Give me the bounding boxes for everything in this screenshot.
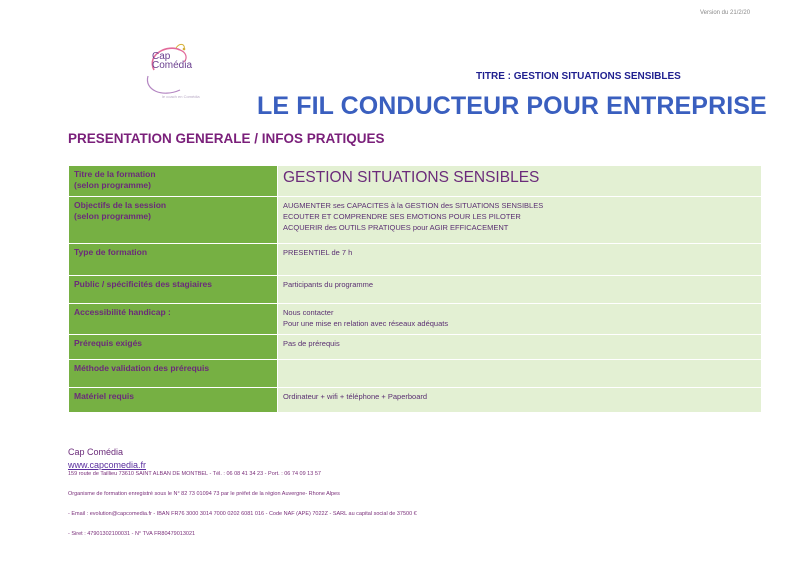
document-title: LE FIL CONDUCTEUR POUR ENTREPRISE [257, 92, 767, 120]
row-value-line: Participants du programme [283, 280, 374, 289]
row-value [278, 197, 762, 244]
document-subtitle: TITRE : GESTION SITUATIONS SENSIBLES [476, 71, 681, 82]
row-label-line: Public / spécificités des stagiaires [74, 279, 212, 289]
row-label [69, 244, 278, 276]
row-value [278, 244, 762, 276]
footer [68, 447, 417, 537]
row-label [69, 166, 278, 197]
row-value-line: GESTION SITUATIONS SENSIBLES [283, 169, 540, 186]
version-date: Version du 21/2/20 [700, 10, 751, 16]
row-value [278, 166, 762, 197]
footer-organisme: Organisme de formation enregistré sous le N° 82 73 01094 73 par le préfet de la région Auvergne- Rhone Alpes [68, 491, 340, 497]
row-label [69, 304, 278, 335]
info-table [68, 165, 762, 413]
row-value-line: Nous contacter [283, 308, 334, 317]
row-label [69, 276, 278, 304]
section-title: PRESENTATION GENERALE / INFOS PRATIQUES [68, 131, 385, 146]
table-row [69, 276, 762, 304]
row-value-line: ECOUTER ET COMPRENDRE SES EMOTIONS POUR LES PILOTER [283, 212, 521, 221]
row-label [69, 388, 278, 413]
table-row [69, 244, 762, 276]
footer-email-iban: - Email : evolution@capcomedia.fr - IBAN FR76 3000 3014 7000 0202 6081 016 - Code NAF (APE) 7022Z - SARL au capital social de 37500 € [68, 511, 417, 517]
row-label [69, 335, 278, 360]
row-label-line: Accessibilité handicap : [74, 307, 171, 317]
footer-website-link[interactable]: www.capcomedia.fr [68, 460, 147, 470]
footer-address: 159 route de Taillieu 73610 SAINT ALBAN DE MONTBEL - Tél. : 06 08 41 34 23 - Port. : 06 74 09 13 57 [68, 471, 321, 477]
footer-company-name: Cap Comédia [68, 447, 124, 457]
row-value-line: Pas de prérequis [283, 339, 340, 348]
row-label-line: (selon programme) [74, 211, 151, 221]
table-row [69, 304, 762, 335]
row-label-line: (selon programme) [74, 180, 151, 190]
row-value [278, 360, 762, 388]
table-row [69, 166, 762, 197]
row-label [69, 197, 278, 244]
row-label-line: Objectifs de la session [74, 200, 167, 210]
table-row [69, 360, 762, 388]
row-value-line: PRESENTIEL de 7 h [283, 248, 353, 257]
table-row [69, 388, 762, 413]
footer-siret: - Siret : 47901302100031 - N° TVA FR80479013021 [68, 531, 196, 537]
logo-name: Cap Comédia [152, 51, 193, 71]
row-label-line: Type de formation [74, 247, 148, 257]
row-value [278, 276, 762, 304]
row-label-line: Matériel requis [74, 391, 134, 401]
logo-tagline: le coach en Comédia [162, 94, 200, 99]
row-value-line: Ordinateur + wifi + téléphone + Paperboard [283, 392, 428, 401]
row-value-line: Pour une mise en relation avec réseaux adéquats [283, 319, 449, 328]
row-label [69, 360, 278, 388]
row-value [278, 304, 762, 335]
row-label-line: Titre de la formation [74, 169, 156, 179]
row-label-line: Prérequis exigés [74, 338, 143, 348]
cap-comedia-logo [140, 40, 210, 106]
row-value [278, 335, 762, 360]
row-label-line: Méthode validation des prérequis [74, 363, 210, 373]
table-row [69, 335, 762, 360]
row-value-line: AUGMENTER ses CAPACITES à la GESTION des SITUATIONS SENSIBLES [283, 201, 544, 210]
row-value [278, 388, 762, 413]
table-row [69, 197, 762, 244]
row-value-line: ACQUERIR des OUTILS PRATIQUES pour AGIR EFFICACEMENT [283, 223, 509, 232]
